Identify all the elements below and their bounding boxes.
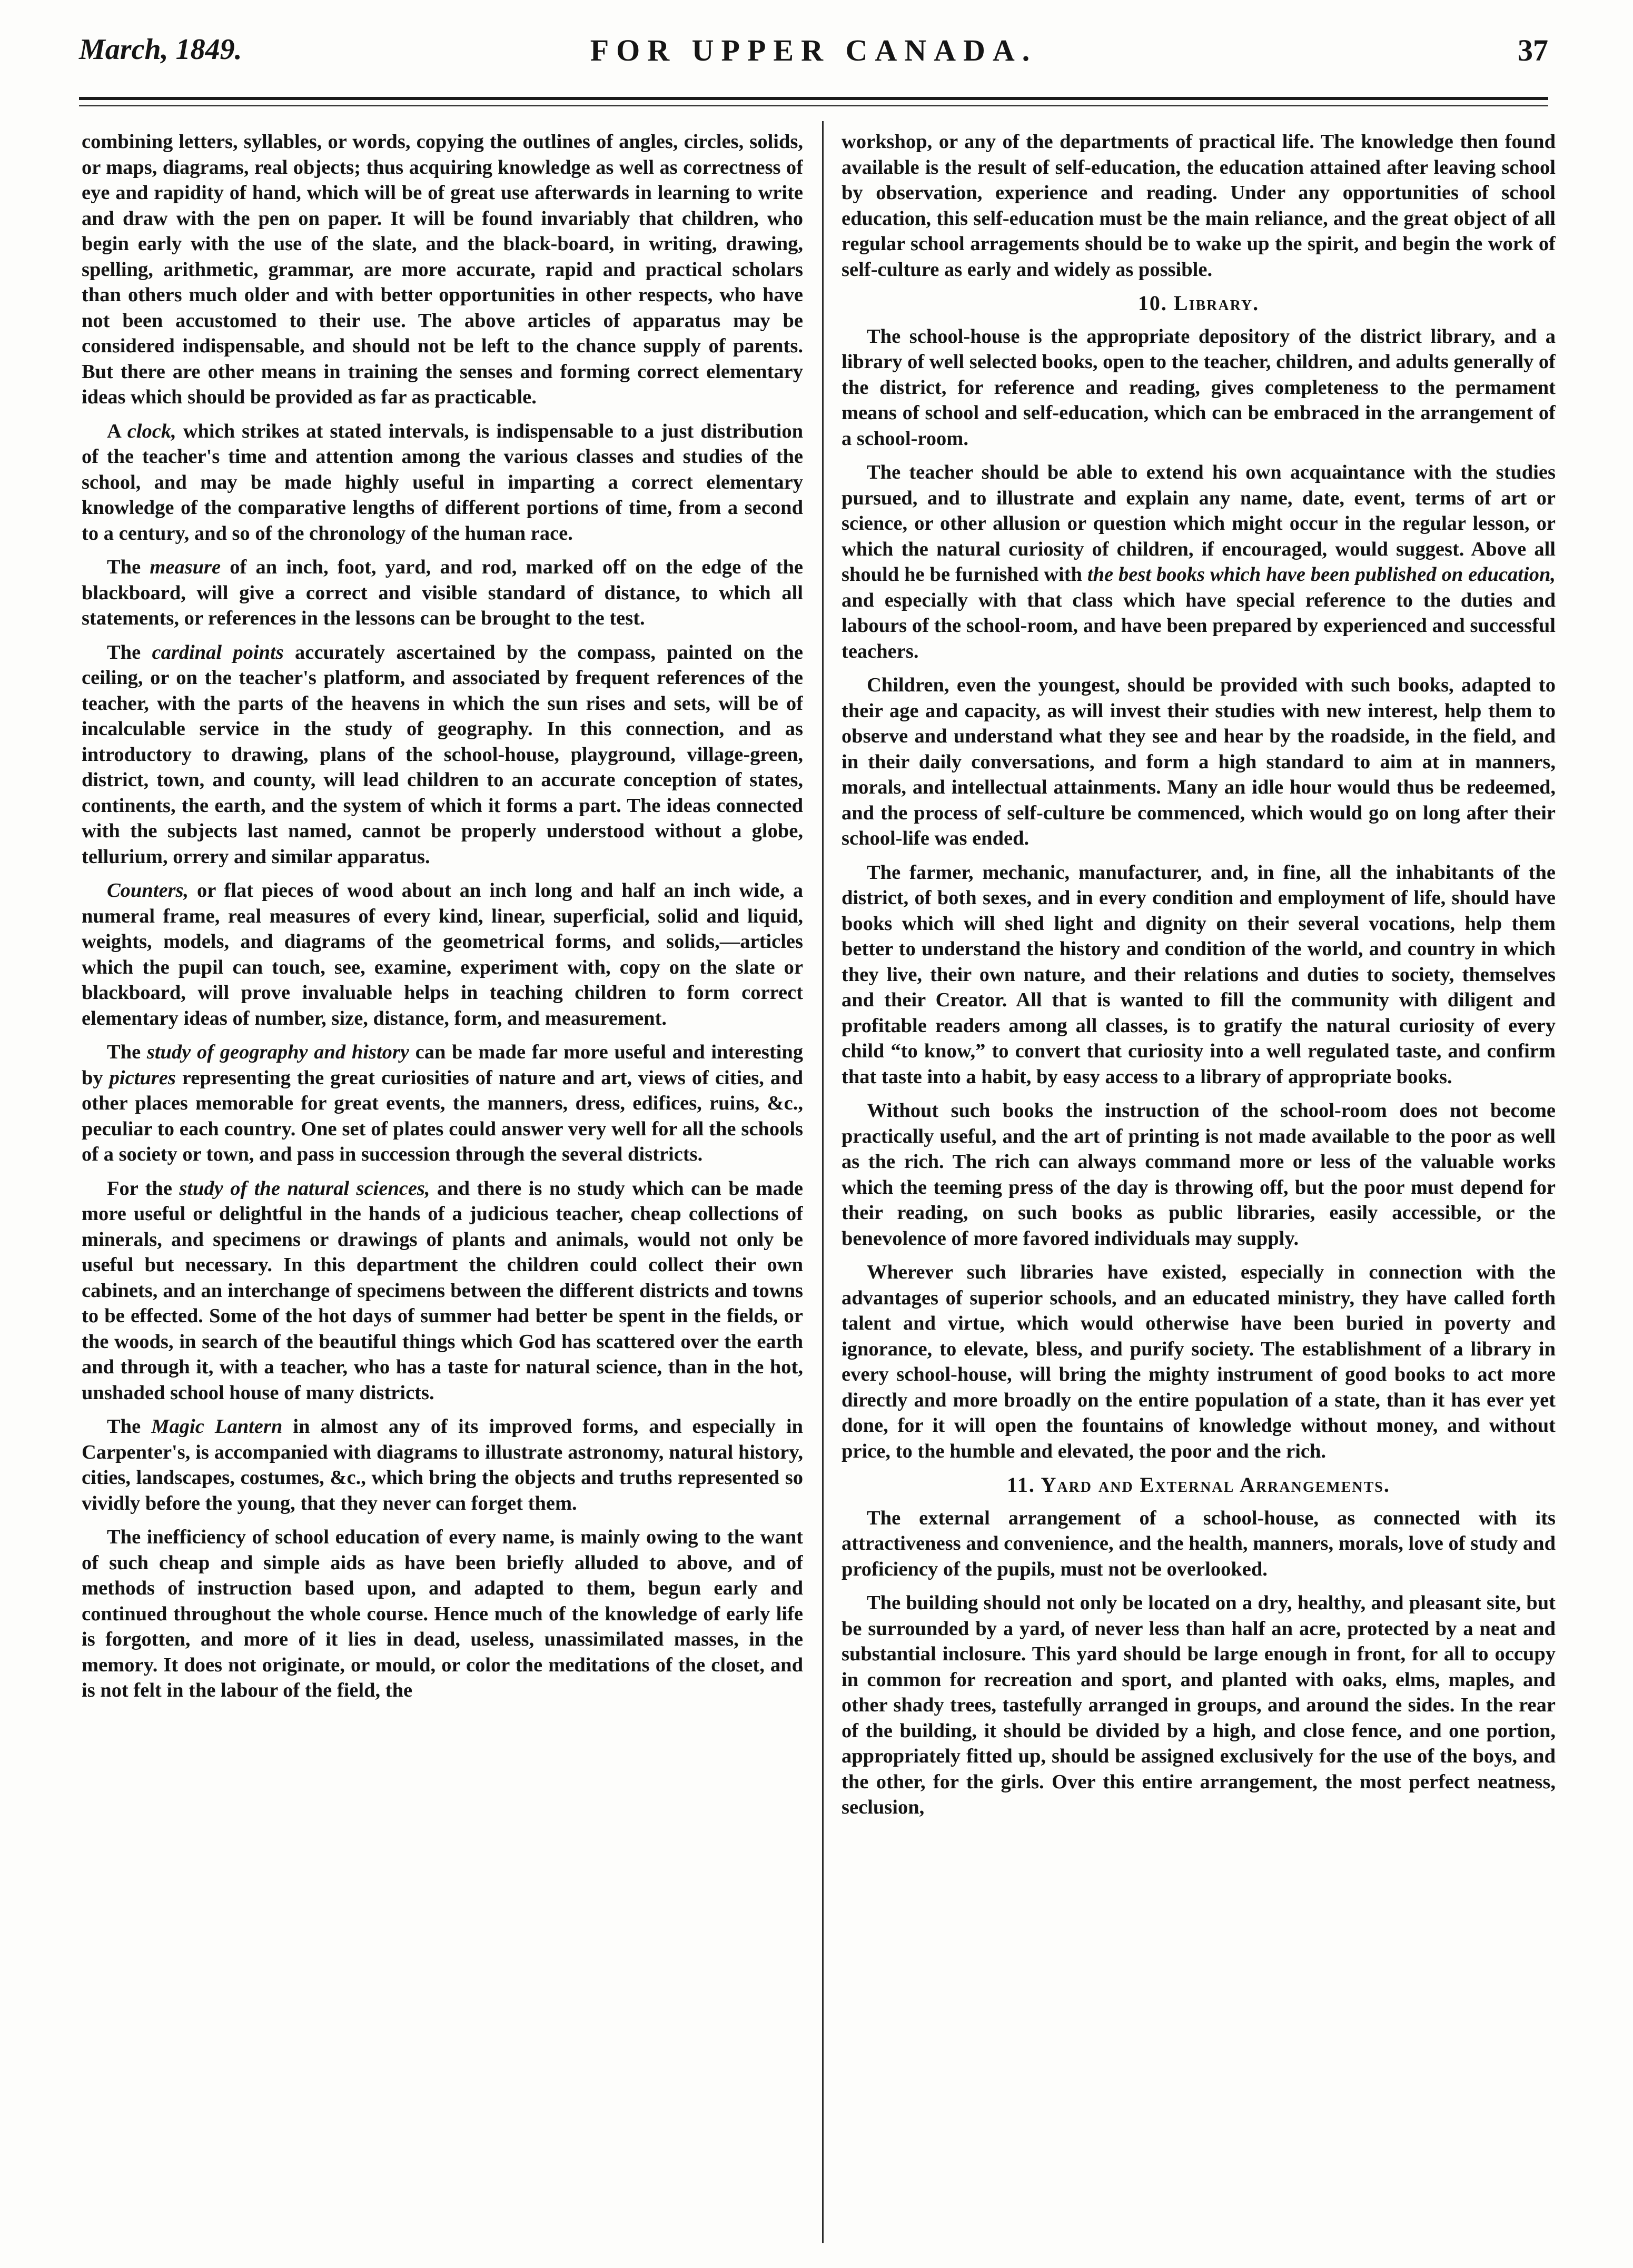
paragraph-natural-sciences: For the study of the natural sciences, and there is no study which can be made more useful or delightful in the hands of a judicious teacher, cheap collections of minerals, and specimens or drawings of plants and animals, would not only be useful but necessary. In this department the children could collect their own cabinets, and an interchange of specimens between the different districts and towns to be effected. Some of the hot days of summer had better be spent in the fields, or the woods, in search of the beautiful things which God has scattered over the earth and through it, with a teacher, who has a taste for natural science, than in the hot, unshaded school house of many districts. bbox=[82, 1177, 803, 1404]
left-column bbox=[82, 129, 803, 2235]
paragraph-clock: A clock, which strikes at stated intervals, is indispensable to a just distribution of the teacher's time and attention among the various classes and studies of the school, and may be made highly useful in imparting a correct elementary knowledge of the comparative lengths of different portions of time, from a second to a century, and so of the chronology of the human race. bbox=[82, 420, 803, 544]
paragraph-geography-history: The study of geography and history can be made far more useful and interesting by pictures representing the great curiosities of nature and art, views of cities, and other places memorable for great events, the manners, dress, edifices, ruins, &c., peculiar to each country. One set of plates could answer very well for all the schools of a society or town, and pass in succession through the several districts. bbox=[82, 1041, 803, 1165]
paragraph-counters: Counters, or flat pieces of wood about an inch long and half an inch wide, a numeral frame, real measures of every kind, linear, superficial, solid and liquid, weights, models, and diagrams of the geometrical forms, and solids,—articles which the pupil can touch, see, examine, experiment with, copy on the slate or blackboard, will prove invaluable helps in teaching children to form correct elementary ideas of number, size, distance, form, and measurement. bbox=[82, 879, 803, 1029]
running-header bbox=[79, 33, 1548, 85]
paragraph: workshop, or any of the departments of practical life. The knowledge then found available is the result of self-education, the education attained after leaving school by observation, experience and reading. Under any opportunities of school education, this self-education must be the main reliance, and the great object of all regular school arragements should be to wake up the spirit, and begin the work of self-culture as early and widely as possible. bbox=[842, 131, 1556, 281]
right-column bbox=[842, 129, 1556, 2235]
issue-date: March, 1849. bbox=[79, 33, 242, 66]
paragraph: The building should not only be located on a dry, healthy, and pleasant site, but be surrounded by a yard, of never less than half an acre, protected by a neat and substantial inclosure. This yard should be large enough in front, for all to occupy in common for recreation and sport, and planted with oaks, elms, maples, and other shady trees, tastefully arranged in groups, and around the sides. In the rear of the building, it should be divided by a high, and close fence, and one portion, appropriately fitted up, should be assigned exclusively for the use of the boys, and the other, for the girls. Over this entire arrangement, the most perfect neatness, seclusion, bbox=[842, 1592, 1556, 1818]
paragraph: Wherever such libraries have existed, especially in connection with the advantages of superior schools, and an educated ministry, they have called forth talent and virtue, which would otherwise have been buried in poverty and ignorance, to elevate, bless, and purify society. The establishment of a library in every school-house, will bring the mighty instrument of good books to act more directly and more broadly on the entire population of a state, than it has ever yet done, for it will open the fountains of knowledge without money, and without price, to the humble and elevated, the poor and the rich. bbox=[842, 1261, 1556, 1462]
section-heading-yard: 11. Yard and External Arrangements. bbox=[1007, 1473, 1390, 1497]
header-rule-thin bbox=[79, 105, 1548, 106]
page-number: 37 bbox=[1518, 33, 1548, 67]
header-rule-thick bbox=[79, 97, 1548, 100]
paragraph: The farmer, mechanic, manufacturer, and, in fine, all the inhabitants of the district, of both sexes, and in every condition and employment of life, should have books which will shed light and dignity on their several vocations, help them better to understand the history and condition of the world, and country in which they live, their own nature, and their relations and duties to society, themselves and their Creator. All that is wanted to fill the community with diligent and profitable readers among all classes, is to gratify the natural curiosity of every child “to know,” to convert that curiosity into a well regulated taste, and confirm that taste into a habit, by easy access to a library of appropriate books. bbox=[842, 861, 1556, 1088]
paragraph: Children, even the youngest, should be provided with such books, adapted to their age and capacity, as will invest their studies with new interest, help them to observe and understand what they see and hear by the roadside, in the field, and in their daily conversations, and form a high standard to aim at in manners, morals, and intellectual attainments. Many an idle hour would thus be redeemed, and the process of self-culture be commenced, which would go on long after their school-life was ended. bbox=[842, 674, 1556, 849]
paragraph-measure: The measure of an inch, foot, yard, and rod, marked off on the edge of the blackboard, will give a correct and visible standard of distance, to which all statements, or references in the lessons can be brought to the test. bbox=[82, 556, 803, 629]
paragraph: combining letters, syllables, or words, copying the outlines of angles, circles, solids, or maps, diagrams, real objects; thus acquiring knowledge as well as correctness of eye and rapidity of hand, which will be of great use afterwards in learning to write and draw with the pen on paper. It will be found invariably that children, who begin early with the use of the slate, and the black-board, in writing, drawing, spelling, arithmetic, grammar, are more accurate, rapid and practical scholars than others much older and with better opportunities in other respects, who have not been accustomed to their use. The above articles of apparatus may be considered indispensable, and should not be left to the chance supply of parents. But there are other means in training the senses and forming correct elementary ideas which should be provided as far as practicable. bbox=[82, 131, 803, 408]
paragraph-magic-lantern: The Magic Lantern in almost any of its improved forms, and especially in Carpenter's, is accompanied with diagrams to illustrate astronomy, natural history, cities, landscapes, costumes, &c., which bring the objects and truths represented so vividly before the young, that they never can forget them. bbox=[82, 1415, 803, 1514]
paragraph-teacher: The teacher should be able to extend his own acquaintance with the studies pursued, and to illustrate and explain any name, date, event, terms of art or science, or other allusion or question which might occur in the regular lesson, or which the natural curiosity of children, if encouraged, would suggest. Above all should he be furnished with the best books which have been published on education, and especially with that class which have special reference to the duties and labours of the school-room, and have been prepared by experienced and successful teachers. bbox=[842, 461, 1556, 662]
journal-title: FOR UPPER CANADA. bbox=[590, 33, 1037, 67]
paragraph-cardinal-points: The cardinal points accurately ascertained by the compass, painted on the ceiling, or on the teacher's platform, and associated by frequent references of the teacher, with the parts of the heavens in which the sun rises and sets, will be of incalculable service in the study of geography. In this connection, and as introductory to drawing, plans of the school-house, playground, village-green, district, town, and county, will lead children to an accurate conception of states, continents, the earth, and the system of which it forms a part. The ideas connected with the subjects last named, cannot be properly understood without a globe, tellurium, orrery and similar apparatus. bbox=[82, 641, 803, 868]
paragraph: The external arrangement of a school-house, as connected with its attractiveness and convenience, and the health, manners, morals, love of study and proficiency of the pupils, must not be overlooked. bbox=[842, 1507, 1556, 1580]
paragraph: Without such books the instruction of the school-room does not become practically useful, and the art of printing is not made available to the poor as well as the rich. The rich can always command more or less of the valuable works which the teeming press of the day is throwing off, but the poor must depend for their reading, on such books as public libraries, easily accessible, or the benevolence of more favored individuals may supply. bbox=[842, 1100, 1556, 1250]
section-heading-library: 10. Library. bbox=[1137, 291, 1260, 315]
paragraph-inefficiency: The inefficiency of school education of every name, is mainly owing to the want of such cheap and simple aids as have been briefly alluded to above, and of methods of instruction based upon, and adapted to them, begun early and continued throughout the whole course. Hence much of the knowledge of early life is forgotten, and more of it lies in dead, useless, unassimilated masses, in the memory. It does not originate, or mould, or color the meditations of the closet, and is not felt in the labour of the field, the bbox=[82, 1526, 803, 1701]
column-divider bbox=[822, 121, 824, 2243]
paragraph: The school-house is the appropriate depository of the district library, and a library of well selected books, open to the teacher, children, and adults generally of the district, for reference and reading, gives completeness to the permament means of school and self-education, which can be embraced in the arrangement of a school-room. bbox=[842, 325, 1556, 450]
